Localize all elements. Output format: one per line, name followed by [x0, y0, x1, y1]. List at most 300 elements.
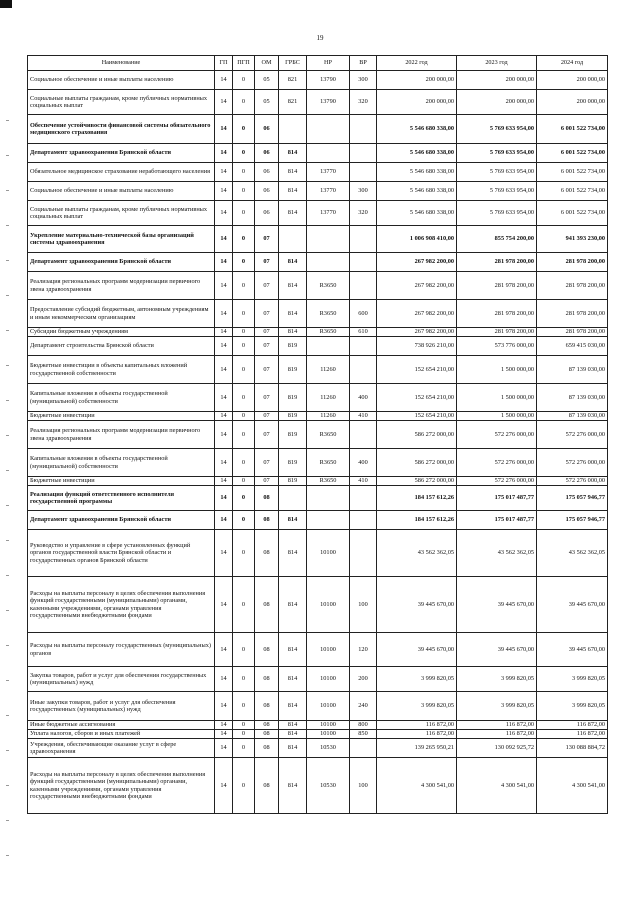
- row-amount-2023: 572 276 000,00: [457, 449, 537, 477]
- header-gp: ГП: [215, 56, 233, 71]
- row-om: 08: [255, 486, 279, 511]
- row-amount-2023: 43 562 362,05: [457, 530, 537, 577]
- row-amount-2024: 116 872,00: [537, 721, 608, 730]
- row-om: 07: [255, 328, 279, 337]
- table-row: [28, 739, 608, 758]
- row-gp: 14: [215, 667, 233, 692]
- table-row: [28, 730, 608, 739]
- row-name: Уплата налогов, сборов и иных платежей: [28, 730, 215, 739]
- row-name: Социальные выплаты гражданам, кроме публичных нормативных социальных выплат: [28, 90, 215, 115]
- row-nr: [307, 337, 350, 356]
- row-amount-2024: 39 445 670,00: [537, 633, 608, 667]
- row-name: Обеспечение устойчивости финансовой системы обязательного медицинского страхования: [28, 115, 215, 144]
- row-grbs: 819: [279, 421, 307, 449]
- table-row: [28, 71, 608, 90]
- row-amount-2022: 5 546 680 338,00: [377, 144, 457, 163]
- row-name: Департамент здравоохранения Брянской области: [28, 511, 215, 530]
- row-nr: R3650: [307, 272, 350, 300]
- row-name: Предоставление субсидий бюджетным, автономным учреждениям и иным некоммерческим организациям: [28, 300, 215, 328]
- row-amount-2024: 281 978 200,00: [537, 328, 608, 337]
- row-pgp: 0: [233, 115, 255, 144]
- row-om: 07: [255, 337, 279, 356]
- row-amount-2022: 200 000,00: [377, 71, 457, 90]
- row-nr: 13790: [307, 90, 350, 115]
- row-amount-2022: 39 445 670,00: [377, 633, 457, 667]
- row-nr: 11260: [307, 412, 350, 421]
- row-amount-2022: 267 982 200,00: [377, 272, 457, 300]
- table-body: [28, 71, 608, 814]
- header-2024: 2024 год: [537, 56, 608, 71]
- row-amount-2024: 87 139 030,00: [537, 356, 608, 384]
- row-amount-2023: 116 872,00: [457, 721, 537, 730]
- row-pgp: 0: [233, 667, 255, 692]
- row-amount-2023: 281 978 200,00: [457, 253, 537, 272]
- row-vr: 850: [350, 730, 377, 739]
- scan-corner-mark: [0, 0, 12, 8]
- row-amount-2023: 39 445 670,00: [457, 633, 537, 667]
- row-om: 07: [255, 477, 279, 486]
- row-grbs: [279, 115, 307, 144]
- row-amount-2022: 1 006 908 410,00: [377, 226, 457, 253]
- row-om: 08: [255, 577, 279, 633]
- row-vr: 410: [350, 412, 377, 421]
- row-nr: 13790: [307, 71, 350, 90]
- row-name: Иные закупки товаров, работ и услуг для обеспечения государственных (муниципальных) нужд: [28, 692, 215, 721]
- table-row: [28, 486, 608, 511]
- margin-tick: [6, 225, 9, 226]
- row-amount-2023: 5 769 633 954,00: [457, 201, 537, 226]
- row-amount-2023: 200 000,00: [457, 90, 537, 115]
- page-number: 19: [316, 34, 324, 42]
- row-amount-2023: 4 300 541,00: [457, 758, 537, 814]
- row-amount-2024: 659 415 030,00: [537, 337, 608, 356]
- row-nr: [307, 486, 350, 511]
- row-pgp: 0: [233, 477, 255, 486]
- row-grbs: 814: [279, 300, 307, 328]
- row-amount-2023: 572 276 000,00: [457, 421, 537, 449]
- table-row: [28, 692, 608, 721]
- row-gp: 14: [215, 300, 233, 328]
- row-amount-2022: 267 982 200,00: [377, 328, 457, 337]
- row-om: 07: [255, 421, 279, 449]
- row-vr: 400: [350, 449, 377, 477]
- row-amount-2024: 116 872,00: [537, 730, 608, 739]
- row-amount-2023: 281 978 200,00: [457, 272, 537, 300]
- row-nr: [307, 226, 350, 253]
- row-nr: R3650: [307, 421, 350, 449]
- row-pgp: 0: [233, 412, 255, 421]
- row-pgp: 0: [233, 421, 255, 449]
- row-amount-2022: 43 562 362,05: [377, 530, 457, 577]
- table-row: [28, 511, 608, 530]
- row-gp: 14: [215, 90, 233, 115]
- row-vr: 300: [350, 182, 377, 201]
- row-amount-2024: 572 276 000,00: [537, 449, 608, 477]
- row-grbs: 814: [279, 144, 307, 163]
- row-om: 08: [255, 730, 279, 739]
- row-amount-2022: 586 272 000,00: [377, 421, 457, 449]
- row-pgp: 0: [233, 577, 255, 633]
- row-amount-2024: 6 001 522 734,00: [537, 182, 608, 201]
- row-name: Расходы на выплаты персоналу в целях обеспечения выполнения функций государственными (муниципальными) органами, казенными учреждениями, органами управления государственными внебюджетными фондами: [28, 758, 215, 814]
- row-amount-2022: 152 654 210,00: [377, 412, 457, 421]
- row-amount-2024: 281 978 200,00: [537, 253, 608, 272]
- row-gp: 14: [215, 356, 233, 384]
- row-nr: [307, 144, 350, 163]
- row-name: Департамент здравоохранения Брянской области: [28, 253, 215, 272]
- row-grbs: 814: [279, 739, 307, 758]
- row-name: Бюджетные инвестиции в объекты капитальных вложений государственной собственности: [28, 356, 215, 384]
- row-om: 07: [255, 226, 279, 253]
- row-pgp: 0: [233, 163, 255, 182]
- row-amount-2024: 3 999 820,05: [537, 667, 608, 692]
- row-grbs: 819: [279, 477, 307, 486]
- header-2023: 2023 год: [457, 56, 537, 71]
- row-amount-2023: 200 000,00: [457, 71, 537, 90]
- row-amount-2023: 855 754 200,00: [457, 226, 537, 253]
- table-row: [28, 477, 608, 486]
- table-row: [28, 384, 608, 412]
- header-pgp: ПГП: [233, 56, 255, 71]
- row-om: 06: [255, 201, 279, 226]
- row-om: 08: [255, 739, 279, 758]
- row-grbs: 821: [279, 90, 307, 115]
- row-om: 05: [255, 71, 279, 90]
- row-om: 06: [255, 163, 279, 182]
- row-pgp: 0: [233, 530, 255, 577]
- header-vr: ВР: [350, 56, 377, 71]
- margin-tick: [6, 120, 9, 121]
- row-vr: [350, 226, 377, 253]
- row-nr: 11260: [307, 384, 350, 412]
- row-gp: 14: [215, 511, 233, 530]
- row-pgp: 0: [233, 692, 255, 721]
- row-name: Бюджетные инвестиции: [28, 412, 215, 421]
- row-nr: 10100: [307, 577, 350, 633]
- table-row: [28, 721, 608, 730]
- row-nr: 10100: [307, 721, 350, 730]
- row-pgp: 0: [233, 449, 255, 477]
- margin-tick: [6, 330, 9, 331]
- row-pgp: 0: [233, 739, 255, 758]
- row-name: Социальные выплаты гражданам, кроме публичных нормативных социальных выплат: [28, 201, 215, 226]
- row-pgp: 0: [233, 486, 255, 511]
- row-om: 08: [255, 758, 279, 814]
- table-row: [28, 90, 608, 115]
- row-amount-2023: 5 769 633 954,00: [457, 144, 537, 163]
- row-gp: 14: [215, 253, 233, 272]
- margin-tick: [6, 365, 9, 366]
- row-amount-2023: 573 776 000,00: [457, 337, 537, 356]
- row-amount-2023: 3 999 820,05: [457, 667, 537, 692]
- row-gp: 14: [215, 328, 233, 337]
- row-pgp: 0: [233, 71, 255, 90]
- table-row: [28, 530, 608, 577]
- row-name: Реализация региональных программ модернизации первичного звена здравоохранения: [28, 421, 215, 449]
- row-gp: 14: [215, 226, 233, 253]
- table-row: [28, 272, 608, 300]
- row-om: 07: [255, 300, 279, 328]
- row-amount-2024: 6 001 522 734,00: [537, 163, 608, 182]
- row-gp: 14: [215, 163, 233, 182]
- table-row: [28, 115, 608, 144]
- table-row: [28, 253, 608, 272]
- row-grbs: 814: [279, 182, 307, 201]
- row-amount-2022: 3 999 820,05: [377, 667, 457, 692]
- margin-marks: [6, 120, 12, 880]
- table-row: [28, 758, 608, 814]
- budget-table: [27, 55, 608, 814]
- table-header-row: [28, 56, 608, 71]
- margin-tick: [6, 540, 9, 541]
- row-amount-2022: 39 445 670,00: [377, 577, 457, 633]
- row-gp: 14: [215, 739, 233, 758]
- row-om: 07: [255, 356, 279, 384]
- margin-tick: [6, 295, 9, 296]
- row-vr: [350, 356, 377, 384]
- row-amount-2024: 3 999 820,05: [537, 692, 608, 721]
- row-pgp: 0: [233, 730, 255, 739]
- table-row: [28, 633, 608, 667]
- row-amount-2024: 941 393 230,00: [537, 226, 608, 253]
- row-name: Расходы на выплаты персоналу государственных (муниципальных) органов: [28, 633, 215, 667]
- table-row: [28, 577, 608, 633]
- row-amount-2022: 267 982 200,00: [377, 253, 457, 272]
- row-vr: 100: [350, 758, 377, 814]
- row-amount-2022: 5 546 680 338,00: [377, 201, 457, 226]
- margin-tick: [6, 785, 9, 786]
- row-grbs: [279, 226, 307, 253]
- row-nr: 10100: [307, 667, 350, 692]
- row-name: Департамент здравоохранения Брянской области: [28, 144, 215, 163]
- row-gp: 14: [215, 144, 233, 163]
- row-amount-2023: 1 500 000,00: [457, 356, 537, 384]
- row-grbs: 814: [279, 328, 307, 337]
- row-name: Укрепление материально-технической базы организаций системы здравоохранения: [28, 226, 215, 253]
- row-grbs: 819: [279, 384, 307, 412]
- row-vr: 600: [350, 300, 377, 328]
- table-row: [28, 328, 608, 337]
- row-amount-2024: 6 001 522 734,00: [537, 201, 608, 226]
- row-vr: [350, 530, 377, 577]
- row-vr: 320: [350, 90, 377, 115]
- row-amount-2022: 5 546 680 338,00: [377, 115, 457, 144]
- margin-tick: [6, 750, 9, 751]
- row-vr: 240: [350, 692, 377, 721]
- table-row: [28, 182, 608, 201]
- row-gp: 14: [215, 486, 233, 511]
- row-om: 07: [255, 272, 279, 300]
- row-amount-2023: 5 769 633 954,00: [457, 163, 537, 182]
- row-grbs: 819: [279, 412, 307, 421]
- header-om: ОМ: [255, 56, 279, 71]
- row-amount-2024: 130 088 884,72: [537, 739, 608, 758]
- row-amount-2023: 5 769 633 954,00: [457, 115, 537, 144]
- row-grbs: 814: [279, 721, 307, 730]
- table-row: [28, 226, 608, 253]
- row-name: Обязательное медицинское страхование неработающего населения: [28, 163, 215, 182]
- row-grbs: 814: [279, 253, 307, 272]
- margin-tick: [6, 855, 9, 856]
- row-name: Социальное обеспечение и иные выплаты населению: [28, 71, 215, 90]
- row-vr: 100: [350, 577, 377, 633]
- row-amount-2023: 3 999 820,05: [457, 692, 537, 721]
- row-grbs: 814: [279, 163, 307, 182]
- row-nr: 10100: [307, 730, 350, 739]
- row-gp: 14: [215, 201, 233, 226]
- row-nr: R3650: [307, 449, 350, 477]
- row-om: 07: [255, 449, 279, 477]
- row-gp: 14: [215, 384, 233, 412]
- row-amount-2024: 572 276 000,00: [537, 421, 608, 449]
- row-nr: R3650: [307, 328, 350, 337]
- margin-tick: [6, 505, 9, 506]
- row-vr: [350, 272, 377, 300]
- row-nr: 13770: [307, 182, 350, 201]
- row-grbs: 814: [279, 667, 307, 692]
- table-row: [28, 421, 608, 449]
- row-vr: [350, 511, 377, 530]
- row-amount-2024: 200 000,00: [537, 90, 608, 115]
- row-grbs: 819: [279, 449, 307, 477]
- row-amount-2022: 116 872,00: [377, 721, 457, 730]
- row-gp: 14: [215, 71, 233, 90]
- row-amount-2024: 6 001 522 734,00: [537, 144, 608, 163]
- margin-tick: [6, 610, 9, 611]
- row-name: Закупка товаров, работ и услуг для обеспечения государственных (муниципальных) нужд: [28, 667, 215, 692]
- row-pgp: 0: [233, 337, 255, 356]
- row-amount-2023: 1 500 000,00: [457, 384, 537, 412]
- row-name: Иные бюджетные ассигнования: [28, 721, 215, 730]
- row-amount-2022: 3 999 820,05: [377, 692, 457, 721]
- row-amount-2022: 152 654 210,00: [377, 384, 457, 412]
- row-amount-2023: 281 978 200,00: [457, 300, 537, 328]
- row-nr: R3650: [307, 477, 350, 486]
- row-amount-2024: 87 139 030,00: [537, 412, 608, 421]
- row-nr: 10530: [307, 758, 350, 814]
- row-amount-2022: 152 654 210,00: [377, 356, 457, 384]
- row-name: Капитальные вложения в объекты государственной (муниципальной) собственности: [28, 384, 215, 412]
- row-vr: [350, 421, 377, 449]
- row-nr: 10100: [307, 692, 350, 721]
- row-amount-2024: 200 000,00: [537, 71, 608, 90]
- row-vr: [350, 115, 377, 144]
- row-grbs: 814: [279, 201, 307, 226]
- header-grbs: ГРБС: [279, 56, 307, 71]
- row-name: Бюджетные инвестиции: [28, 477, 215, 486]
- row-om: 06: [255, 144, 279, 163]
- row-nr: 13770: [307, 163, 350, 182]
- row-amount-2022: 4 300 541,00: [377, 758, 457, 814]
- row-pgp: 0: [233, 226, 255, 253]
- row-gp: 14: [215, 421, 233, 449]
- row-vr: 320: [350, 201, 377, 226]
- table-row: [28, 201, 608, 226]
- margin-tick: [6, 435, 9, 436]
- row-grbs: 814: [279, 511, 307, 530]
- row-name: Расходы на выплаты персоналу в целях обеспечения выполнения функций государственными (муниципальными) органами, казенными учреждениями, органами управления государственными внебюджетными фондами: [28, 577, 215, 633]
- margin-tick: [6, 400, 9, 401]
- row-gp: 14: [215, 449, 233, 477]
- row-vr: [350, 739, 377, 758]
- row-amount-2023: 39 445 670,00: [457, 577, 537, 633]
- row-gp: 14: [215, 182, 233, 201]
- row-nr: 10100: [307, 633, 350, 667]
- row-pgp: 0: [233, 144, 255, 163]
- row-nr: [307, 511, 350, 530]
- row-amount-2022: 738 926 210,00: [377, 337, 457, 356]
- row-grbs: [279, 486, 307, 511]
- row-nr: R3650: [307, 300, 350, 328]
- row-om: 05: [255, 90, 279, 115]
- row-amount-2023: 175 017 487,77: [457, 511, 537, 530]
- row-grbs: 814: [279, 758, 307, 814]
- header-2022: 2022 год: [377, 56, 457, 71]
- row-amount-2022: 267 982 200,00: [377, 300, 457, 328]
- row-amount-2024: 4 300 541,00: [537, 758, 608, 814]
- row-grbs: 814: [279, 633, 307, 667]
- row-amount-2023: 175 017 487,77: [457, 486, 537, 511]
- row-name: Капитальные вложения в объекты государственной (муниципальной) собственности: [28, 449, 215, 477]
- row-amount-2023: 281 978 200,00: [457, 328, 537, 337]
- row-amount-2022: 184 157 612,26: [377, 486, 457, 511]
- row-nr: 13770: [307, 201, 350, 226]
- table-row: [28, 412, 608, 421]
- row-pgp: 0: [233, 384, 255, 412]
- row-om: 08: [255, 633, 279, 667]
- row-gp: 14: [215, 721, 233, 730]
- row-amount-2024: 87 139 030,00: [537, 384, 608, 412]
- row-om: 06: [255, 115, 279, 144]
- row-gp: 14: [215, 272, 233, 300]
- row-om: 07: [255, 253, 279, 272]
- row-amount-2023: 5 769 633 954,00: [457, 182, 537, 201]
- row-amount-2024: 572 276 000,00: [537, 477, 608, 486]
- margin-tick: [6, 820, 9, 821]
- row-pgp: 0: [233, 201, 255, 226]
- row-amount-2023: 572 276 000,00: [457, 477, 537, 486]
- margin-tick: [6, 260, 9, 261]
- row-grbs: 814: [279, 692, 307, 721]
- row-om: 08: [255, 530, 279, 577]
- row-pgp: 0: [233, 356, 255, 384]
- row-om: 08: [255, 692, 279, 721]
- header-nr: НР: [307, 56, 350, 71]
- row-vr: 120: [350, 633, 377, 667]
- row-vr: 410: [350, 477, 377, 486]
- row-om: 08: [255, 511, 279, 530]
- table-row: [28, 337, 608, 356]
- row-amount-2024: 175 057 946,77: [537, 511, 608, 530]
- row-amount-2022: 184 157 612,26: [377, 511, 457, 530]
- row-amount-2022: 5 546 680 338,00: [377, 182, 457, 201]
- row-nr: 11260: [307, 356, 350, 384]
- row-amount-2024: 43 562 362,05: [537, 530, 608, 577]
- row-gp: 14: [215, 337, 233, 356]
- row-gp: 14: [215, 633, 233, 667]
- row-name: Руководство и управление в сфере установленных функций органов государственной власти Брянской области и государственных органов Брянской области: [28, 530, 215, 577]
- margin-tick: [6, 190, 9, 191]
- table-row: [28, 163, 608, 182]
- row-amount-2024: 281 978 200,00: [537, 300, 608, 328]
- row-vr: [350, 253, 377, 272]
- row-gp: 14: [215, 577, 233, 633]
- row-gp: 14: [215, 115, 233, 144]
- row-pgp: 0: [233, 633, 255, 667]
- row-pgp: 0: [233, 511, 255, 530]
- row-nr: 10530: [307, 739, 350, 758]
- row-vr: [350, 163, 377, 182]
